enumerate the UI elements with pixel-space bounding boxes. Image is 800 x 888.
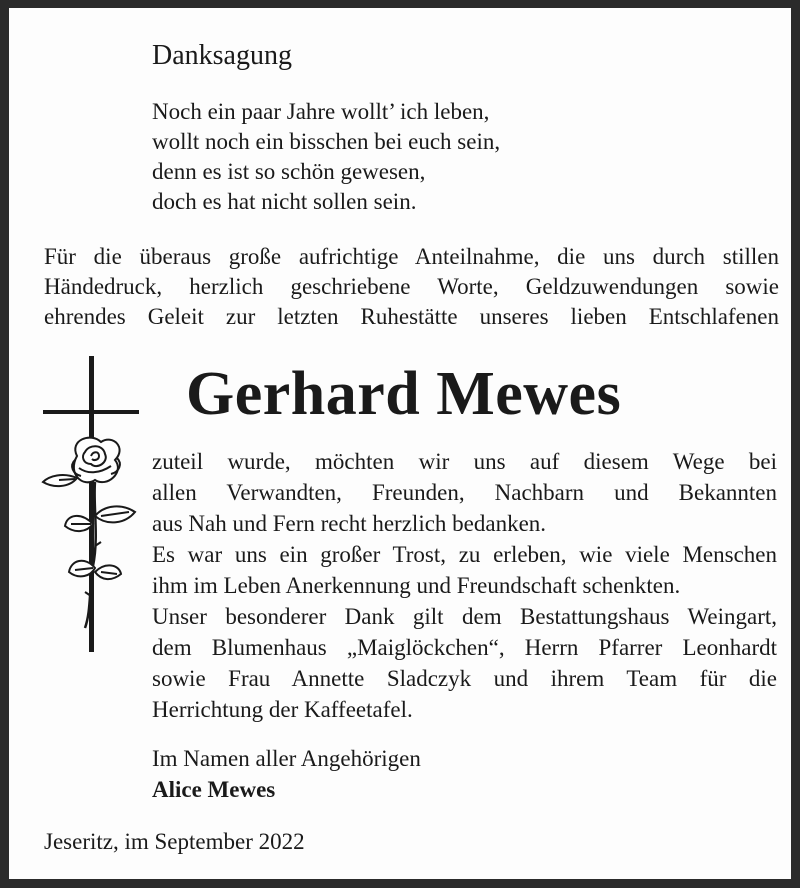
body-paragraph (152, 446, 777, 725)
intro-line: Händedruck, herzlich geschriebene Worte, Geldzuwendungen sowie (44, 274, 779, 299)
body-line: sowie Frau Annette Sladczyk und ihrem Team für die (152, 666, 777, 691)
signoff-line: Im Namen aller Angehörigen (152, 746, 421, 771)
body-line: allen Verwandten, Freunden, Nachbarn und Bekannten (152, 480, 777, 505)
deceased-name: Gerhard Mewes (186, 360, 622, 428)
poem-line: doch es hat nicht sollen sein. (152, 189, 417, 214)
signer-name: Alice Mewes (152, 777, 276, 802)
cross-with-rose-icon (39, 356, 149, 656)
poem-line: wollt noch ein bisschen bei euch sein, (152, 129, 501, 154)
body-line: aus Nah und Fern recht herzlich bedanken. (152, 511, 547, 536)
signoff (152, 743, 421, 805)
poem (152, 97, 500, 217)
body-line: dem Blumenhaus „Maiglöckchen“, Herrn Pfarrer Leonhardt (152, 635, 777, 660)
place-date: Jeseritz, im September 2022 (44, 829, 305, 854)
intro-paragraph (44, 242, 779, 332)
body-line: ihm im Leben Anerkennung und Freundschaft schenkten. (152, 573, 681, 598)
body-line: zuteil wurde, möchten wir uns auf diesem Wege bei (152, 449, 777, 474)
notice-heading: Danksagung (152, 40, 292, 71)
body-line: Herrichtung der Kaffeetafel. (152, 697, 413, 722)
body-line: Unser besonderer Dank gilt dem Bestattungshaus Weingart, (152, 604, 777, 629)
body-line: Es war uns ein großer Trost, zu erleben, wie viele Menschen (152, 542, 777, 567)
poem-line: Noch ein paar Jahre wollt’ ich leben, (152, 99, 490, 124)
poem-line: denn es ist so schön gewesen, (152, 159, 426, 184)
intro-line: Für die überaus große aufrichtige Anteilnahme, die uns durch stillen (44, 244, 779, 269)
intro-line: ehrendes Geleit zur letzten Ruhestätte unseres lieben Entschlafenen (44, 304, 779, 329)
